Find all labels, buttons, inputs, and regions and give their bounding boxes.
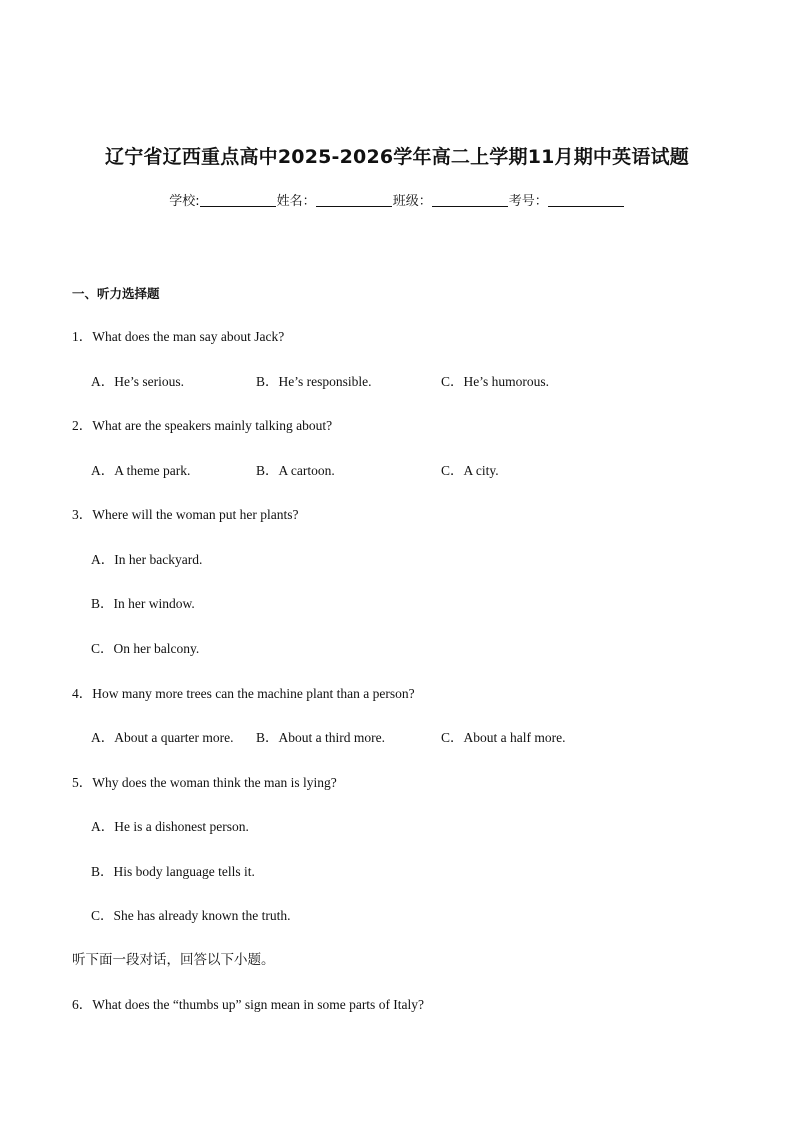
name-blank[interactable] <box>316 194 392 207</box>
page-title: 辽宁省辽西重点高中2025-2026学年高二上学期11月期中英语试题 <box>105 146 689 168</box>
question-4-option-b[interactable]: B．About a third more. <box>256 730 385 745</box>
exam-no-label: 考号： <box>508 194 548 209</box>
question-1-option-c[interactable]: C．He’s humorous. <box>441 374 549 389</box>
section-title: 一、听力选择题 <box>72 286 160 301</box>
question-5-option-c[interactable]: C．She has already known the truth. <box>91 908 291 923</box>
question-1-option-a[interactable]: A．He’s serious. <box>91 374 184 389</box>
question-5-option-a[interactable]: A．He is a dishonest person. <box>91 819 249 834</box>
question-4-option-a[interactable]: A．About a quarter more. <box>91 730 234 745</box>
class-blank[interactable] <box>432 194 508 207</box>
exam-no-blank[interactable] <box>548 194 624 207</box>
question-5-stem: 5．Why does the woman think the man is lying? <box>72 775 337 790</box>
question-2-option-b[interactable]: B．A cartoon. <box>256 463 335 478</box>
school-label: 学校: <box>169 194 200 209</box>
question-2-stem: 2．What are the speakers mainly talking about? <box>72 418 333 433</box>
question-2-option-c[interactable]: C．A city. <box>441 463 499 478</box>
question-2-option-a[interactable]: A．A theme park. <box>91 463 191 478</box>
question-3-option-c[interactable]: C．On her balcony. <box>91 641 200 656</box>
question-3-option-a[interactable]: A．In her backyard. <box>91 552 203 567</box>
question-1-option-b[interactable]: B．He’s responsible. <box>256 374 372 389</box>
school-blank[interactable] <box>200 194 276 207</box>
question-6-stem: 6．What does the “thumbs up” sign mean in some parts of Italy? <box>72 997 425 1012</box>
name-label: 姓名： <box>276 194 316 209</box>
question-1-stem: 1．What does the man say about Jack? <box>72 329 285 344</box>
question-4-stem: 4．How many more trees can the machine plant than a person? <box>72 686 415 701</box>
question-3-option-b[interactable]: B．In her window. <box>91 596 195 611</box>
student-info-line <box>0 190 794 209</box>
question-4-option-c[interactable]: C．About a half more. <box>441 730 566 745</box>
class-label: 班级： <box>392 194 432 209</box>
question-3-stem: 3．Where will the woman put her plants? <box>72 507 299 522</box>
question-5-option-b[interactable]: B．His body language tells it. <box>91 864 255 879</box>
listening-instruction: 听下面一段对话，回答以下小题。 <box>72 952 275 968</box>
